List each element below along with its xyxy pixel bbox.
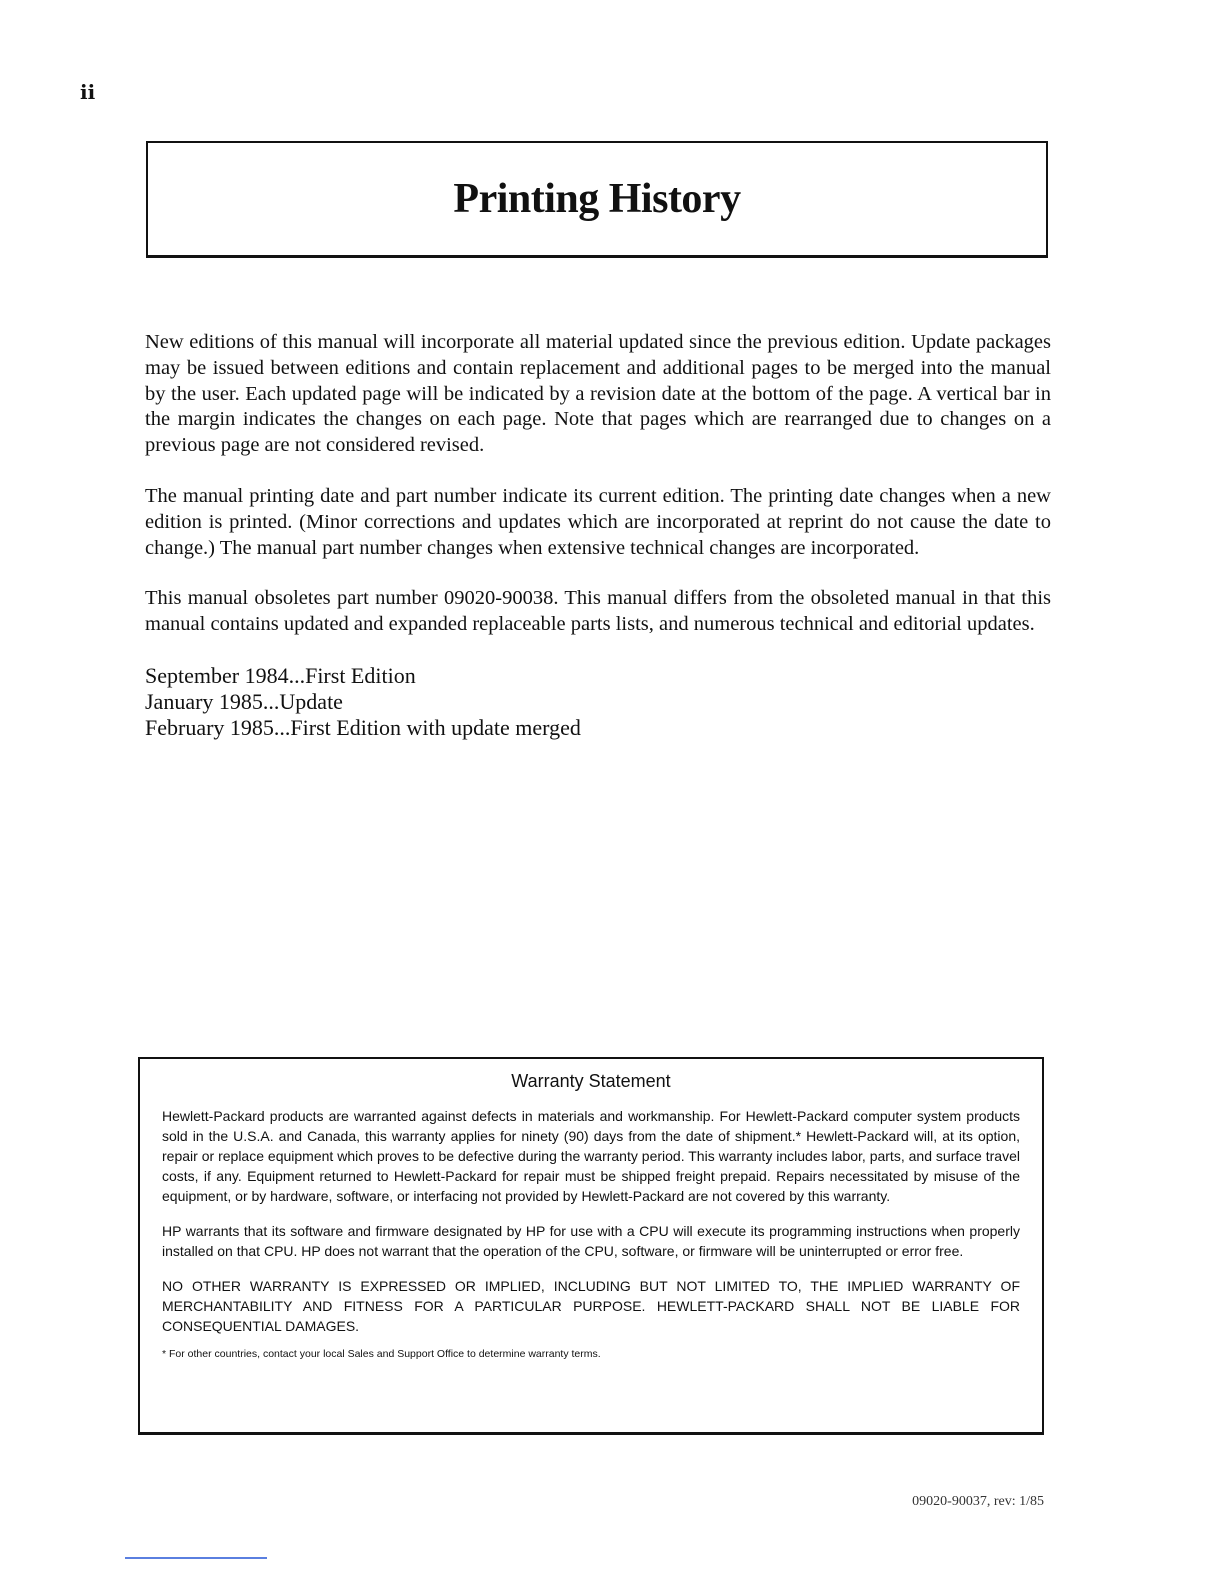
warranty-paragraph: NO OTHER WARRANTY IS EXPRESSED OR IMPLIED, INCLUDING BUT NOT LIMITED TO, THE IMPLIED WARRANTY OF MERCHANTABILITY AND FITNESS FOR A PARTICULAR PURPOSE. HEWLETT-PACKARD SHALL NOT BE LIABLE FOR CONSEQUENTIAL DAMAGES. [162, 1278, 1020, 1334]
paragraph-printing-date: The manual printing date and part number indicate its current edition. The printing date changes when a new edition is printed. (Minor corrections and updates which are incorporated at reprint do not cause the date to change.) The manual part number changes when extensive technical changes are incorporated. [145, 484, 1051, 559]
title-box [146, 141, 1048, 258]
page-number: ii [80, 80, 96, 104]
printing-history-list [145, 663, 1051, 741]
warranty-statement-box [138, 1057, 1044, 1435]
paragraph-new-editions: New editions of this manual will incorporate all material updated since the previous edition. Update packages may be issued between editions and contain replacement and additional pages to be merged into the manual by the user. Each updated page will be indicated by a revision date at the bottom of the page. A vertical bar in the margin indicates the changes on each page. Note that pages which are rearranged due to changes on a previous page are not considered revised. [145, 331, 1051, 457]
history-entry: February 1985...First Edition with update merged [145, 714, 581, 740]
body-text [145, 330, 1051, 741]
page-edge-divider [125, 1557, 267, 1559]
paragraph-obsoletes: This manual obsoletes part number 09020-90038. This manual differs from the obsoleted manual in that this manual contains updated and expanded replaceable parts lists, and numerous technical and editorial updates. [145, 587, 1051, 636]
revision-code: 09020-90037, rev: 1/85 [912, 1494, 1044, 1509]
warranty-title: Warranty Statement [511, 1071, 671, 1091]
warranty-paragraph: HP warrants that its software and firmware designated by HP for use with a CPU will execute its programming instructions when properly installed on that CPU. HP does not warrant that the operation of the CPU, software, or firmware will be uninterrupted or error free. [162, 1223, 1020, 1259]
history-entry: January 1985...Update [145, 688, 343, 714]
warranty-paragraph: Hewlett-Packard products are warranted against defects in materials and workmanship. For Hewlett-Packard computer system products sold in the U.S.A. and Canada, this warranty applies for ninety (90) days from the date of shipment.* Hewlett-Packard will, at its option, repair or replace equipment which proves to be defective during the warranty period. This warranty includes labor, parts, and surface travel costs, if any. Equipment returned to Hewlett-Packard for repair must be shipped freight prepaid. Repairs necessitated by misuse of the equipment, or by hardware, software, or interfacing not provided by Hewlett-Packard are not covered by this warranty. [162, 1108, 1020, 1204]
page-title: Printing History [453, 176, 741, 222]
history-entry: September 1984...First Edition [145, 662, 416, 688]
warranty-footnote: * For other countries, contact your local Sales and Support Office to determine warranty terms. [162, 1348, 601, 1360]
